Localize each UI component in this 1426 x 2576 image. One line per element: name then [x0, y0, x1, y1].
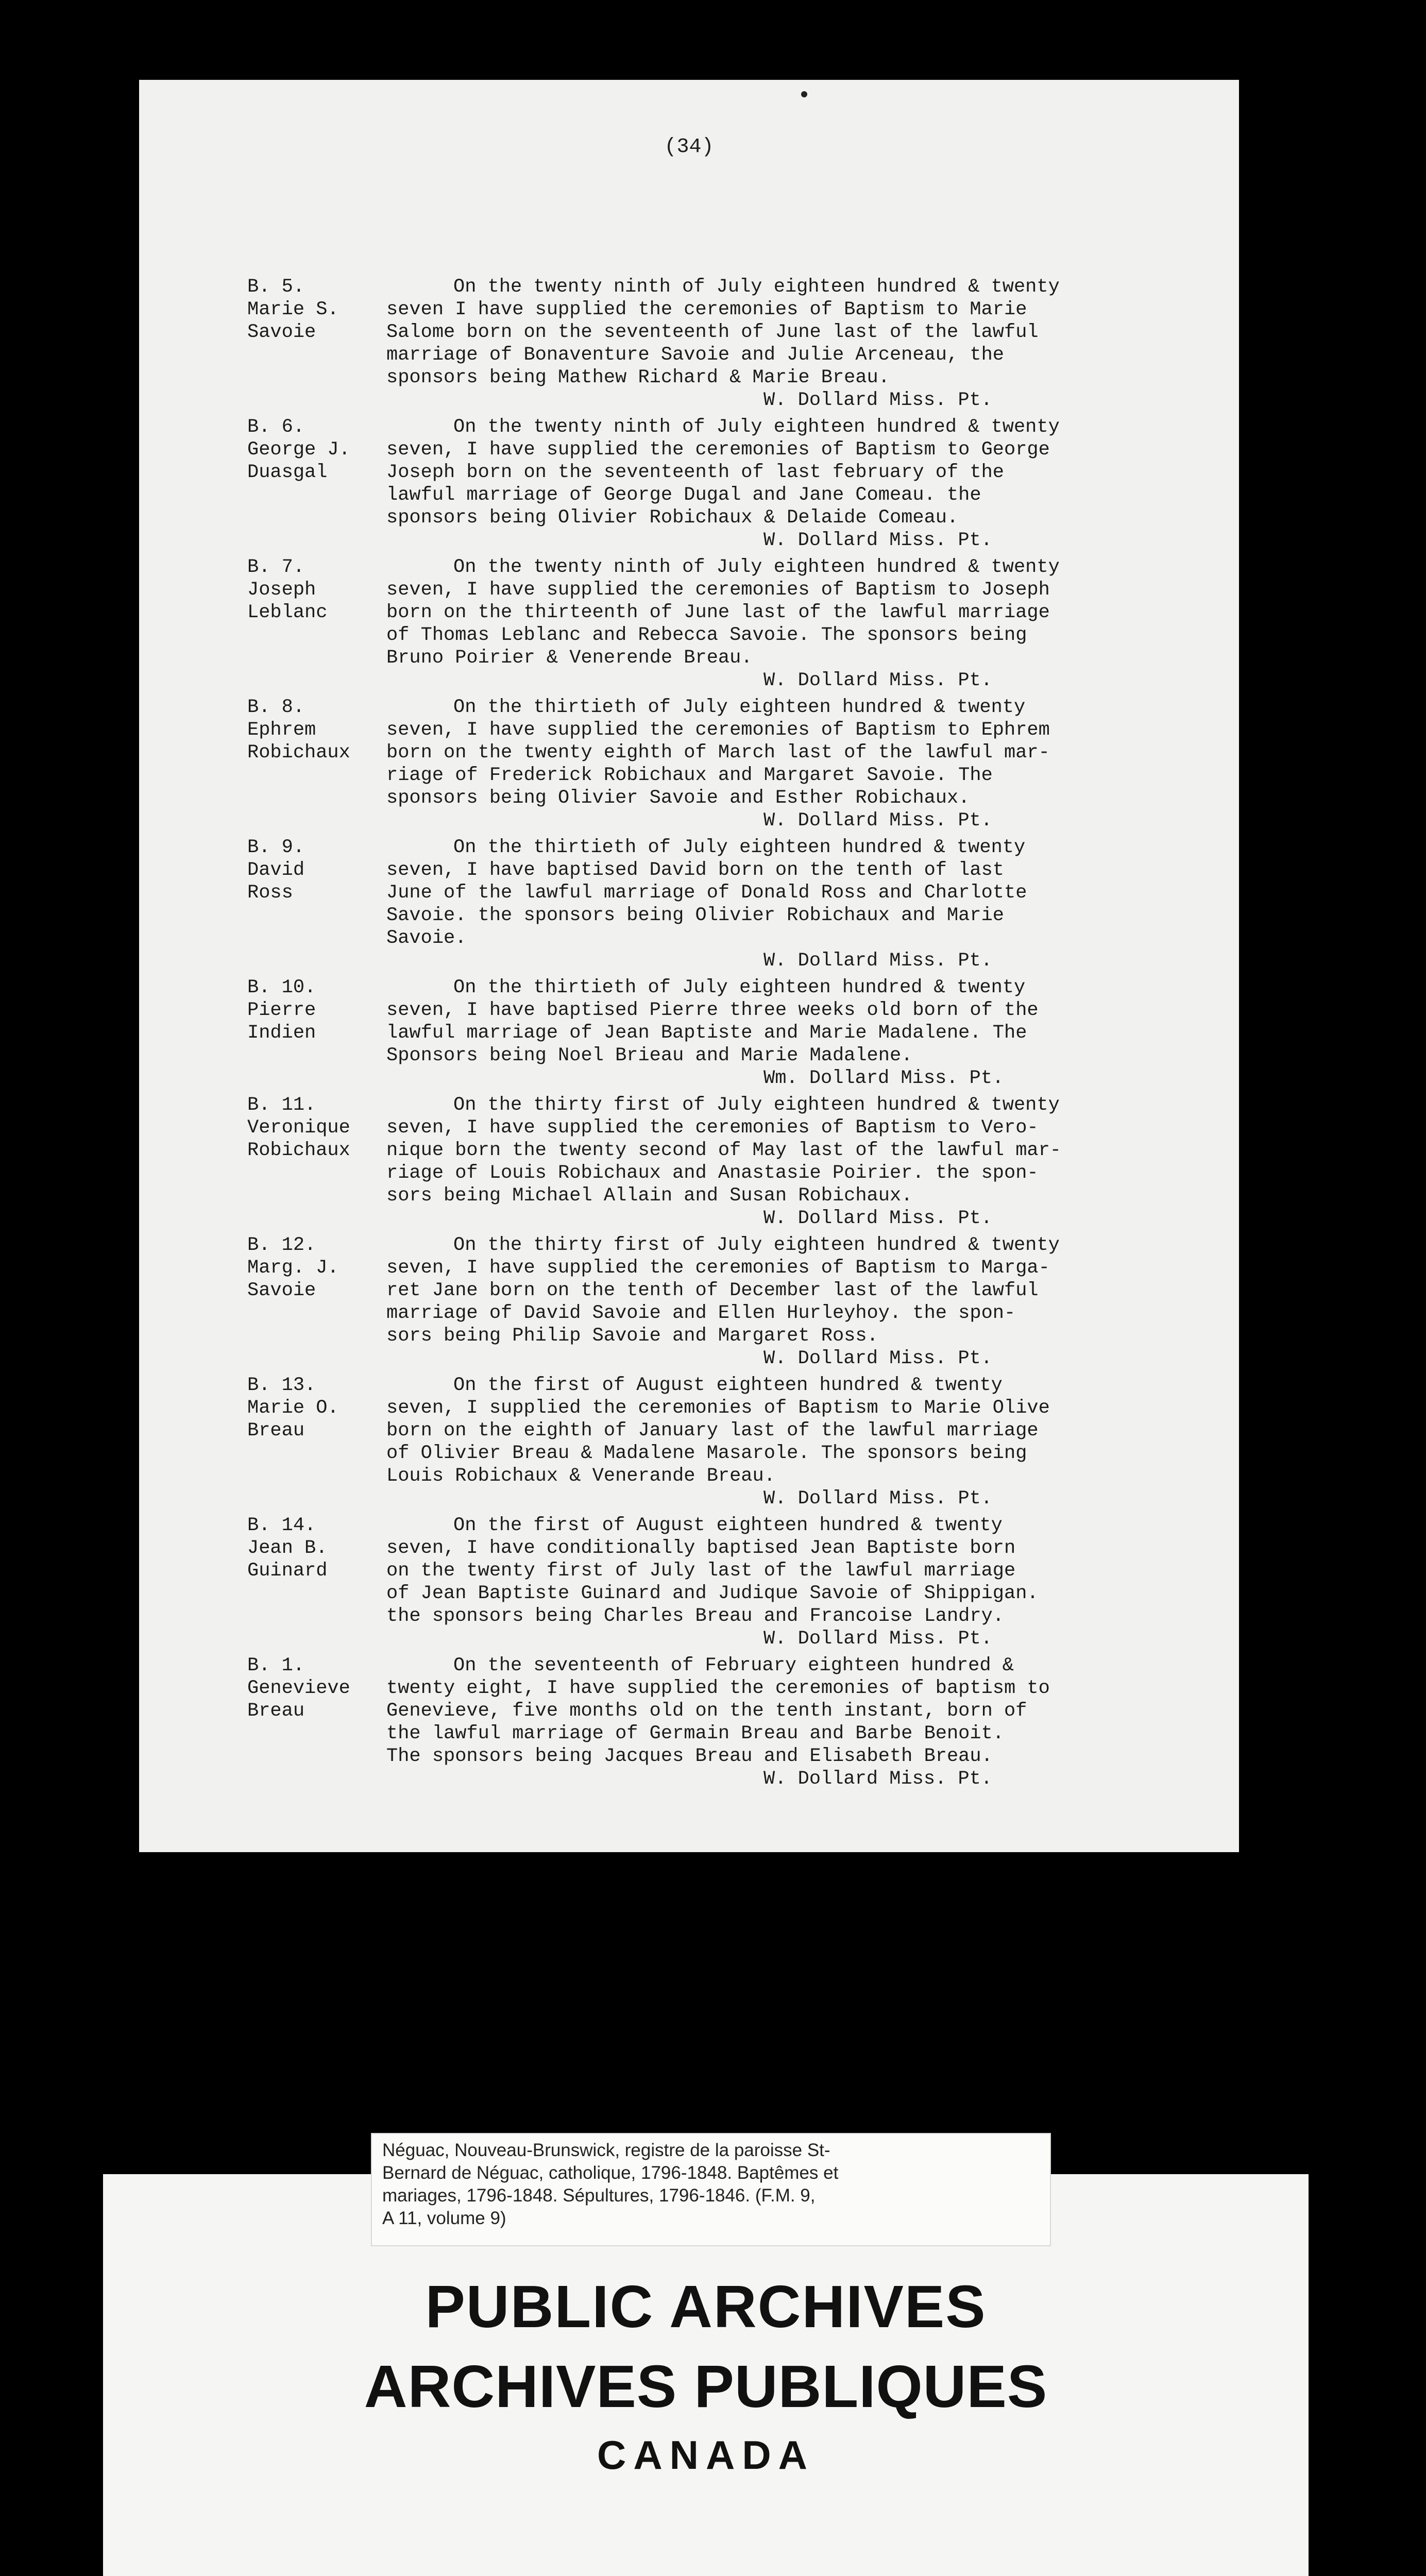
baptism-entry: [247, 276, 1216, 412]
baptism-entry: [247, 1094, 1216, 1230]
entry-text-line: seven, I have supplied the ceremonies of Baptism to George: [386, 439, 1050, 461]
entry-signature: W. Dollard Miss. Pt.: [763, 1348, 993, 1369]
entry-name: Ephrem: [247, 719, 316, 741]
entry-text-line: sors being Philip Savoie and Margaret Ross.: [386, 1325, 878, 1347]
entry-name: Duasgal: [247, 462, 328, 483]
page-number: (34): [664, 135, 714, 159]
entry-text-line: Sponsors being Noel Brieau and Marie Madalene.: [386, 1045, 913, 1066]
entry-text: [386, 556, 1216, 669]
entry-text-line: ret Jane born on the tenth of December last of the lawful: [386, 1280, 1039, 1301]
entry-name: Breau: [247, 1420, 305, 1442]
entry-margin-note: [247, 1094, 386, 1162]
entry-name: George J.: [247, 439, 350, 461]
baptism-entries: [247, 276, 1216, 1794]
entry-margin-note: [247, 696, 386, 764]
entry-text-line: On the thirtieth of July eighteen hundred & twenty: [453, 837, 1026, 858]
entry-text-line: sponsors being Olivier Robichaux & Delaide Comeau.: [386, 507, 959, 529]
entry-text-line: of Thomas Leblanc and Rebecca Savoie. The sponsors being: [386, 624, 1027, 646]
entry-name: Leblanc: [247, 602, 328, 623]
entry-margin-note: [247, 1514, 386, 1582]
entry-number: B. 11.: [247, 1094, 316, 1116]
archive-label-line: mariages, 1796-1848. Sépultures, 1796-1846. (F.M. 9,: [382, 2185, 816, 2206]
entry-text-line: riage of Frederick Robichaux and Margaret Savoie. The: [386, 765, 993, 786]
entry-text: [386, 836, 1216, 950]
entry-text-line: born on the thirteenth of June last of the lawful marriage: [386, 602, 1050, 623]
entry-margin-note: [247, 836, 386, 904]
entry-text: [386, 976, 1216, 1067]
entry-text-line: Louis Robichaux & Venerande Breau.: [386, 1465, 775, 1487]
entry-text: [386, 1514, 1216, 1628]
entry-signature: W. Dollard Miss. Pt.: [763, 389, 993, 411]
entry-text: [386, 696, 1216, 809]
baptism-entry: [247, 836, 1216, 972]
entry-signature: W. Dollard Miss. Pt.: [763, 1208, 993, 1229]
entry-margin-note: [247, 1654, 386, 1722]
baptism-entry: [247, 1374, 1216, 1510]
entry-number: B. 10.: [247, 977, 316, 998]
entry-text-line: sors being Michael Allain and Susan Robichaux.: [386, 1185, 913, 1207]
entry-text-line: twenty eight, I have supplied the ceremonies of baptism to: [386, 1677, 1050, 1699]
entry-text-line: seven, I have baptised Pierre three weeks old born of the: [386, 999, 1039, 1021]
entry-text-line: Salome born on the seventeenth of June last of the lawful: [386, 321, 1039, 343]
entry-text-line: riage of Louis Robichaux and Anastasie Poirier. the spon-: [386, 1162, 1039, 1184]
entry-text-line: seven, I have supplied the ceremonies of Baptism to Joseph: [386, 579, 1050, 601]
entry-text-line: On the thirty first of July eighteen hundred & twenty: [453, 1234, 1060, 1256]
entry-text: [386, 1374, 1216, 1487]
entry-number: B. 1.: [247, 1655, 305, 1676]
entry-number: B. 14.: [247, 1515, 316, 1536]
archive-label-line: A 11, volume 9): [382, 2208, 506, 2228]
entry-text-line: Savoie. the sponsors being Olivier Robichaux and Marie: [386, 905, 1004, 926]
punch-dot: [801, 91, 807, 97]
entry-text: [386, 1094, 1216, 1207]
entry-signature: W. Dollard Miss. Pt.: [763, 1768, 993, 1790]
entry-name: Marie O.: [247, 1397, 339, 1419]
entry-name: Breau: [247, 1700, 305, 1722]
entry-text: [386, 1234, 1216, 1347]
entry-text-line: Joseph born on the seventeenth of last february of the: [386, 462, 1004, 483]
archive-label-line: Néguac, Nouveau-Brunswick, registre de la paroisse St-: [382, 2140, 830, 2160]
entry-name: Joseph: [247, 579, 316, 601]
entry-text-line: The sponsors being Jacques Breau and Elisabeth Breau.: [386, 1745, 993, 1767]
baptism-entry: [247, 696, 1216, 832]
entry-text-line: Bruno Poirier & Venerende Breau.: [386, 647, 753, 669]
entry-number: B. 9.: [247, 837, 305, 858]
entry-text: [386, 416, 1216, 529]
entry-signature: W. Dollard Miss. Pt.: [763, 670, 993, 691]
entry-name: Pierre: [247, 999, 316, 1021]
entry-text-line: sponsors being Mathew Richard & Marie Breau.: [386, 367, 890, 388]
entry-margin-note: [247, 416, 386, 484]
entry-text-line: sponsors being Olivier Savoie and Esther Robichaux.: [386, 787, 970, 809]
entry-name: Marie S.: [247, 299, 339, 320]
entry-name: Savoie: [247, 321, 316, 343]
entry-text-line: lawful marriage of George Dugal and Jane Comeau. the: [386, 484, 981, 506]
entry-text-line: the sponsors being Charles Breau and Francoise Landry.: [386, 1605, 1004, 1627]
entry-text-line: marriage of Bonaventure Savoie and Julie Arceneau, the: [386, 344, 1004, 366]
entry-name: David: [247, 859, 305, 881]
entry-text-line: of Jean Baptiste Guinard and Judique Savoie of Shippigan.: [386, 1583, 1039, 1604]
entry-number: B. 5.: [247, 276, 305, 298]
entry-text-line: On the thirtieth of July eighteen hundred & twenty: [453, 697, 1026, 718]
entry-text-line: On the first of August eighteen hundred & twenty: [453, 1375, 1003, 1396]
entry-name: Ross: [247, 882, 293, 904]
entry-number: B. 6.: [247, 416, 305, 438]
entry-text-line: born on the twenty eighth of March last of the lawful mar-: [386, 742, 1050, 764]
entry-name: Marg. J.: [247, 1257, 339, 1279]
entry-number: B. 12.: [247, 1234, 316, 1256]
entry-margin-note: [247, 556, 386, 624]
entry-margin-note: [247, 976, 386, 1044]
entry-text-line: On the first of August eighteen hundred & twenty: [453, 1515, 1003, 1536]
stamp-archives-publiques: ARCHIVES PUBLIQUES: [364, 2353, 1048, 2420]
entry-text-line: seven, I have supplied the ceremonies of Baptism to Ephrem: [386, 719, 1050, 741]
entry-text-line: of Olivier Breau & Madalene Masarole. The sponsors being: [386, 1443, 1027, 1464]
entry-text-line: seven, I have baptised David born on the tenth of last: [386, 859, 1004, 881]
baptism-entry: [247, 1514, 1216, 1650]
entry-signature: W. Dollard Miss. Pt.: [763, 1628, 993, 1650]
baptism-entry: [247, 416, 1216, 552]
stamp-canada: CANADA: [597, 2432, 814, 2478]
entry-name: Veronique: [247, 1117, 350, 1139]
entry-text-line: seven, I supplied the ceremonies of Baptism to Marie Olive: [386, 1397, 1050, 1419]
entry-text-line: seven, I have supplied the ceremonies of Baptism to Marga-: [386, 1257, 1050, 1279]
archive-label: [371, 2133, 1051, 2246]
entry-text-line: seven, I have supplied the ceremonies of Baptism to Vero-: [386, 1117, 1039, 1139]
entry-text: [386, 1654, 1216, 1768]
baptism-entry: [247, 1654, 1216, 1790]
entry-signature: Wm. Dollard Miss. Pt.: [763, 1067, 1004, 1089]
entry-text-line: marriage of David Savoie and Ellen Hurleyhoy. the spon-: [386, 1302, 1016, 1324]
entry-signature: W. Dollard Miss. Pt.: [763, 810, 993, 832]
entry-signature: W. Dollard Miss. Pt.: [763, 1488, 993, 1510]
entry-text-line: seven, I have conditionally baptised Jean Baptiste born: [386, 1537, 1016, 1559]
entry-name: Robichaux: [247, 742, 350, 764]
entry-text-line: lawful marriage of Jean Baptiste and Marie Madalene. The: [386, 1022, 1027, 1044]
entry-name: Indien: [247, 1022, 316, 1044]
entry-text: [386, 276, 1216, 389]
entry-name: Genevieve: [247, 1677, 350, 1699]
entry-text-line: Savoie.: [386, 927, 467, 949]
entry-text-line: On the thirty first of July eighteen hundred & twenty: [453, 1094, 1060, 1116]
baptism-entry: [247, 1234, 1216, 1370]
baptism-entry: [247, 556, 1216, 692]
entry-text-line: June of the lawful marriage of Donald Ross and Charlotte: [386, 882, 1027, 904]
entry-margin-note: [247, 1234, 386, 1302]
entry-text-line: born on the eighth of January last of the lawful marriage: [386, 1420, 1039, 1442]
entry-number: B. 8.: [247, 697, 305, 718]
baptism-entry: [247, 976, 1216, 1090]
entry-text-line: On the seventeenth of February eighteen hundred &: [453, 1655, 1014, 1676]
entry-text-line: On the thirtieth of July eighteen hundred & twenty: [453, 977, 1026, 998]
register-page: [139, 80, 1239, 1852]
entry-number: B. 13.: [247, 1375, 316, 1396]
entry-number: B. 7.: [247, 556, 305, 578]
entry-text-line: on the twenty first of July last of the lawful marriage: [386, 1560, 1016, 1582]
entry-text-line: On the twenty ninth of July eighteen hundred & twenty: [453, 416, 1060, 438]
entry-margin-note: [247, 276, 386, 344]
entry-signature: W. Dollard Miss. Pt.: [763, 950, 993, 972]
entry-name: Guinard: [247, 1560, 328, 1582]
entry-name: Robichaux: [247, 1140, 350, 1161]
entry-text-line: nique born the twenty second of May last of the lawful mar-: [386, 1140, 1062, 1161]
entry-signature: W. Dollard Miss. Pt.: [763, 530, 993, 551]
entry-text-line: On the twenty ninth of July eighteen hundred & twenty: [453, 276, 1060, 298]
entry-text-line: seven I have supplied the ceremonies of Baptism to Marie: [386, 299, 1027, 320]
entry-text-line: On the twenty ninth of July eighteen hundred & twenty: [453, 556, 1060, 578]
entry-margin-note: [247, 1374, 386, 1442]
entry-text-line: the lawful marriage of Germain Breau and Barbe Benoit.: [386, 1723, 1004, 1744]
entry-name: Savoie: [247, 1280, 316, 1301]
stamp-public-archives: PUBLIC ARCHIVES: [425, 2273, 987, 2340]
entry-text-line: Genevieve, five months old on the tenth instant, born of: [386, 1700, 1027, 1722]
archive-label-line: Bernard de Néguac, catholique, 1796-1848. Baptêmes et: [382, 2163, 839, 2183]
entry-name: Jean B.: [247, 1537, 328, 1559]
